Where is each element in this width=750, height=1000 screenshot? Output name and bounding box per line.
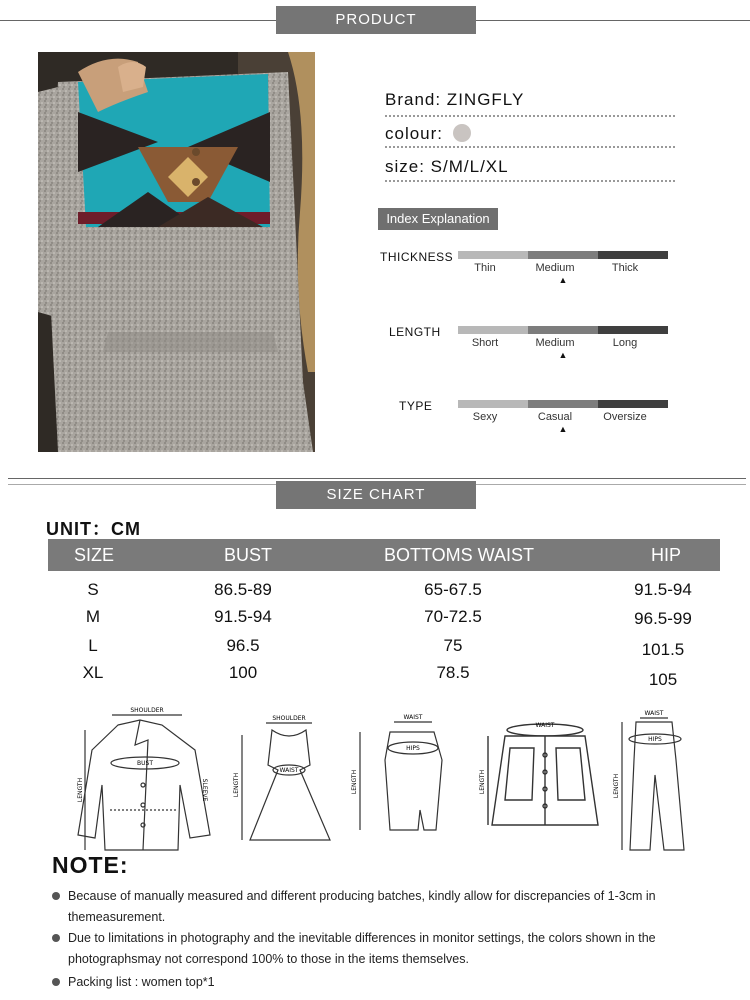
size-line: size: S/M/L/XL	[385, 157, 509, 176]
measurement-diagrams	[0, 700, 750, 860]
diagram-label-length: LENGTH	[613, 773, 620, 799]
cell-hip: 101.5	[641, 640, 685, 659]
note-item-3	[52, 972, 692, 993]
indicator-bar-segment	[458, 251, 528, 259]
diagram-label-sleeve: SLEEVE	[201, 778, 208, 802]
diagram-label-shoulder: SHOULDER	[272, 715, 306, 722]
indicator-bar-segment	[598, 326, 668, 334]
indicator-option: Thick	[611, 262, 639, 274]
cell-size: M	[85, 607, 101, 626]
dress-diagram	[242, 723, 330, 840]
cell-waist: 75	[443, 636, 463, 655]
note-line: Packing list : women top*1	[68, 975, 215, 989]
cell-size: L	[88, 636, 98, 655]
cell-hip: 96.5-99	[634, 609, 692, 628]
diagram-label-waist: WAIST	[403, 714, 423, 721]
cell-bust: 100	[228, 663, 258, 682]
diagram-label-shoulder: SHOULDER	[130, 707, 164, 714]
note-line: Due to limitations in photography and the inevitable differences in monitor settings, the colors shown in the	[68, 931, 656, 945]
indicator-option: Long	[612, 337, 638, 349]
indicator-bar-segment	[528, 326, 598, 334]
indicator-option: Medium	[535, 337, 575, 349]
cell-waist: 70-72.5	[424, 607, 482, 626]
indicator-option: Medium	[535, 262, 575, 274]
bullet-icon	[52, 934, 60, 942]
selected-marker-icon: ▲	[558, 350, 568, 360]
cell-bust: 91.5-94	[214, 607, 272, 626]
note-line: themeasurement.	[68, 910, 166, 924]
unit-label: UNIT：CM	[46, 519, 141, 539]
header-hip: HIP	[651, 545, 682, 565]
indicator-label: THICKNESS	[380, 250, 454, 264]
indicator-option: Short	[471, 337, 499, 349]
diagram-label-waist: WAIST	[535, 722, 555, 729]
top-divider-right	[476, 20, 750, 21]
cell-waist: 65-67.5	[424, 580, 482, 599]
top-divider-left	[0, 20, 276, 21]
indicator-bar-segment	[458, 400, 528, 408]
header-size: SIZE	[74, 545, 115, 565]
diagram-label-length: LENGTH	[351, 769, 358, 795]
indicator-bar-segment	[598, 251, 668, 259]
indicator-bar-segment	[528, 400, 598, 408]
sweatshirt-image	[38, 52, 315, 452]
colour-dotline	[385, 146, 675, 148]
skirt-diagram	[360, 722, 442, 830]
brand-line: Brand: ZINGFLY	[385, 90, 525, 109]
cell-bust: 96.5	[226, 636, 260, 655]
mini-skirt-diagram	[488, 724, 598, 825]
header-bust: BUST	[224, 545, 273, 565]
jacket-diagram	[78, 715, 210, 850]
colour-label: colour:	[385, 124, 444, 143]
indicator-option: Thin	[474, 262, 496, 274]
cell-size: S	[87, 580, 99, 599]
diagram-label-length: LENGTH	[77, 777, 84, 803]
diagram-label-waist: WAIST	[644, 710, 664, 717]
cell-hip: 91.5-94	[634, 580, 692, 599]
diagram-label-waist: WAIST	[279, 767, 299, 774]
indicator-option: Sexy	[472, 411, 498, 423]
indicator-label: LENGTH	[389, 325, 441, 339]
indicator-option: Casual	[537, 411, 573, 423]
indicator-option: Oversize	[603, 411, 647, 423]
size-table-header	[48, 539, 720, 571]
cell-hip: 105	[648, 670, 678, 689]
indicator-label: TYPE	[399, 399, 433, 413]
diagram-label-bust: BUST	[137, 760, 153, 767]
size-chart-divider-1	[8, 478, 746, 479]
colour-line	[385, 124, 673, 144]
product-information-banner: PRODUCT INFORMATION	[276, 6, 476, 34]
note-title: NOTE:	[52, 852, 129, 878]
cell-size: XL	[82, 663, 104, 682]
brand-dotline	[385, 115, 675, 117]
size-dotline	[385, 180, 675, 182]
cell-waist: 78.5	[436, 663, 470, 682]
diagram-label-hips: HIPS	[406, 745, 420, 752]
bullet-icon	[52, 892, 60, 900]
cell-bust: 86.5-89	[214, 580, 272, 599]
indicator-bar-segment	[598, 400, 668, 408]
diagram-label-length: LENGTH	[233, 772, 240, 798]
note-item-1	[52, 886, 692, 928]
indicator-bar-segment	[458, 326, 528, 334]
note-line: Because of manually measured and different producing batches, kindly allow for discrepancies of 1-3cm in	[68, 889, 656, 903]
selected-marker-icon: ▲	[558, 424, 568, 434]
size-chart-banner: SIZE CHART	[276, 481, 476, 509]
colour-swatch	[453, 124, 471, 142]
diagram-label-length: LENGTH	[479, 769, 486, 795]
selected-marker-icon: ▲	[558, 275, 568, 285]
diagram-label-hips: HIPS	[648, 736, 662, 743]
indicator-bar-segment	[528, 251, 598, 259]
note-line: photographsmay not correspond 100% to those in the items themselves.	[68, 952, 469, 966]
note-item-2	[52, 928, 692, 970]
product-photo	[38, 52, 315, 452]
bullet-icon	[52, 978, 60, 986]
index-explanation-tag: Index Explanation	[378, 208, 498, 230]
header-bottoms-waist: BOTTOMS WAIST	[384, 545, 535, 565]
